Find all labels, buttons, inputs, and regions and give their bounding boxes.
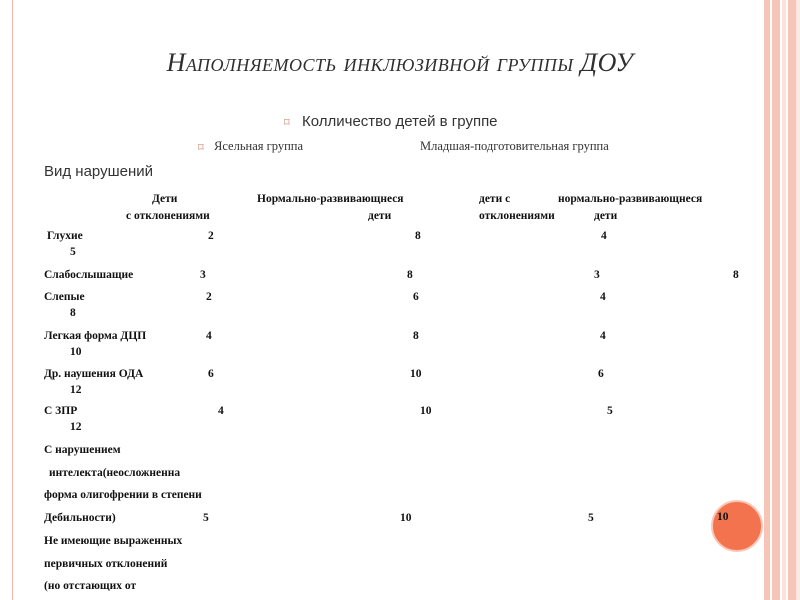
table-cell: 10 bbox=[717, 511, 729, 523]
decor-stripe bbox=[782, 0, 786, 600]
table-cell: 5 bbox=[203, 512, 209, 524]
table-cell: 10 bbox=[70, 346, 82, 358]
decor-stripe bbox=[788, 0, 796, 600]
accent-circle bbox=[711, 500, 763, 552]
table-cell: 4 bbox=[218, 405, 224, 417]
table-cell: 10 bbox=[400, 512, 412, 524]
row-label: (но отстающих от bbox=[44, 580, 137, 592]
bullet-icon: ⌑ bbox=[198, 141, 204, 154]
row-label: Глухие bbox=[47, 230, 83, 242]
header-cell: дети bbox=[368, 210, 392, 222]
bullet-icon: ⌑ bbox=[284, 116, 290, 129]
row-label: первичных отклонений bbox=[44, 558, 168, 570]
decor-stripe bbox=[772, 0, 780, 600]
table-cell: 3 bbox=[200, 269, 206, 281]
table-cell: 8 bbox=[70, 307, 76, 319]
decor-stripe bbox=[764, 0, 770, 600]
table-cell: 5 bbox=[607, 405, 613, 417]
header-cell: Дети bbox=[152, 193, 178, 205]
header-cell: дети с bbox=[479, 193, 511, 205]
section-label: Вид нарушений bbox=[44, 163, 154, 180]
header-cell: с отклонениями bbox=[126, 210, 210, 222]
table-cell: 2 bbox=[206, 291, 212, 303]
table-cell: 4 bbox=[601, 230, 607, 242]
table-cell: 4 bbox=[206, 330, 212, 342]
table-cell: 10 bbox=[420, 405, 432, 417]
table-cell: 8 bbox=[407, 269, 413, 281]
slide-title: Наполняемость инклюзивной группы ДОУ bbox=[166, 48, 634, 77]
row-label: С ЗПР bbox=[44, 405, 78, 417]
table-cell: 8 bbox=[413, 330, 419, 342]
table-cell: 12 bbox=[70, 384, 82, 396]
table-cell: 6 bbox=[413, 291, 419, 303]
table-cell: 6 bbox=[208, 368, 214, 380]
row-label: С нарушением bbox=[44, 444, 121, 456]
table-cell: 5 bbox=[70, 246, 76, 258]
table-cell: 4 bbox=[600, 291, 606, 303]
table-cell: 2 bbox=[208, 230, 214, 242]
table-cell: 4 bbox=[600, 330, 606, 342]
table-cell: 3 bbox=[594, 269, 600, 281]
table-cell: 8 bbox=[415, 230, 421, 242]
row-label: интелекта(неосложненна bbox=[49, 467, 181, 479]
decor-stripe bbox=[796, 0, 800, 600]
header-cell: отклонениями bbox=[479, 210, 555, 222]
group-type-junior: Младшая-подготовительная группа bbox=[420, 139, 609, 153]
frame-line bbox=[12, 0, 13, 600]
row-label: Др. наушения ОДА bbox=[44, 368, 144, 380]
header-cell: Нормально-развивающнеся bbox=[257, 193, 404, 205]
row-label: Легкая форма ДЦП bbox=[44, 330, 147, 342]
group-type-nursery: Ясельная группа bbox=[214, 139, 304, 153]
table-cell: 6 bbox=[598, 368, 604, 380]
row-label: Слепые bbox=[44, 291, 85, 303]
table-cell: 12 bbox=[70, 421, 82, 433]
header-cell: дети bbox=[594, 210, 618, 222]
subtitle: Колличество детей в группе bbox=[302, 113, 498, 130]
header-cell: нормально-развивающнеся bbox=[558, 193, 703, 205]
row-label: Слабослышащие bbox=[44, 269, 134, 281]
row-label: форма олигофрении в степени bbox=[44, 489, 202, 501]
table-cell: 8 bbox=[733, 269, 739, 281]
table-cell: 10 bbox=[410, 368, 422, 380]
row-label: Не имеющие выраженных bbox=[44, 535, 183, 547]
row-label: Дебильности) bbox=[44, 512, 116, 524]
table-cell: 5 bbox=[588, 512, 594, 524]
